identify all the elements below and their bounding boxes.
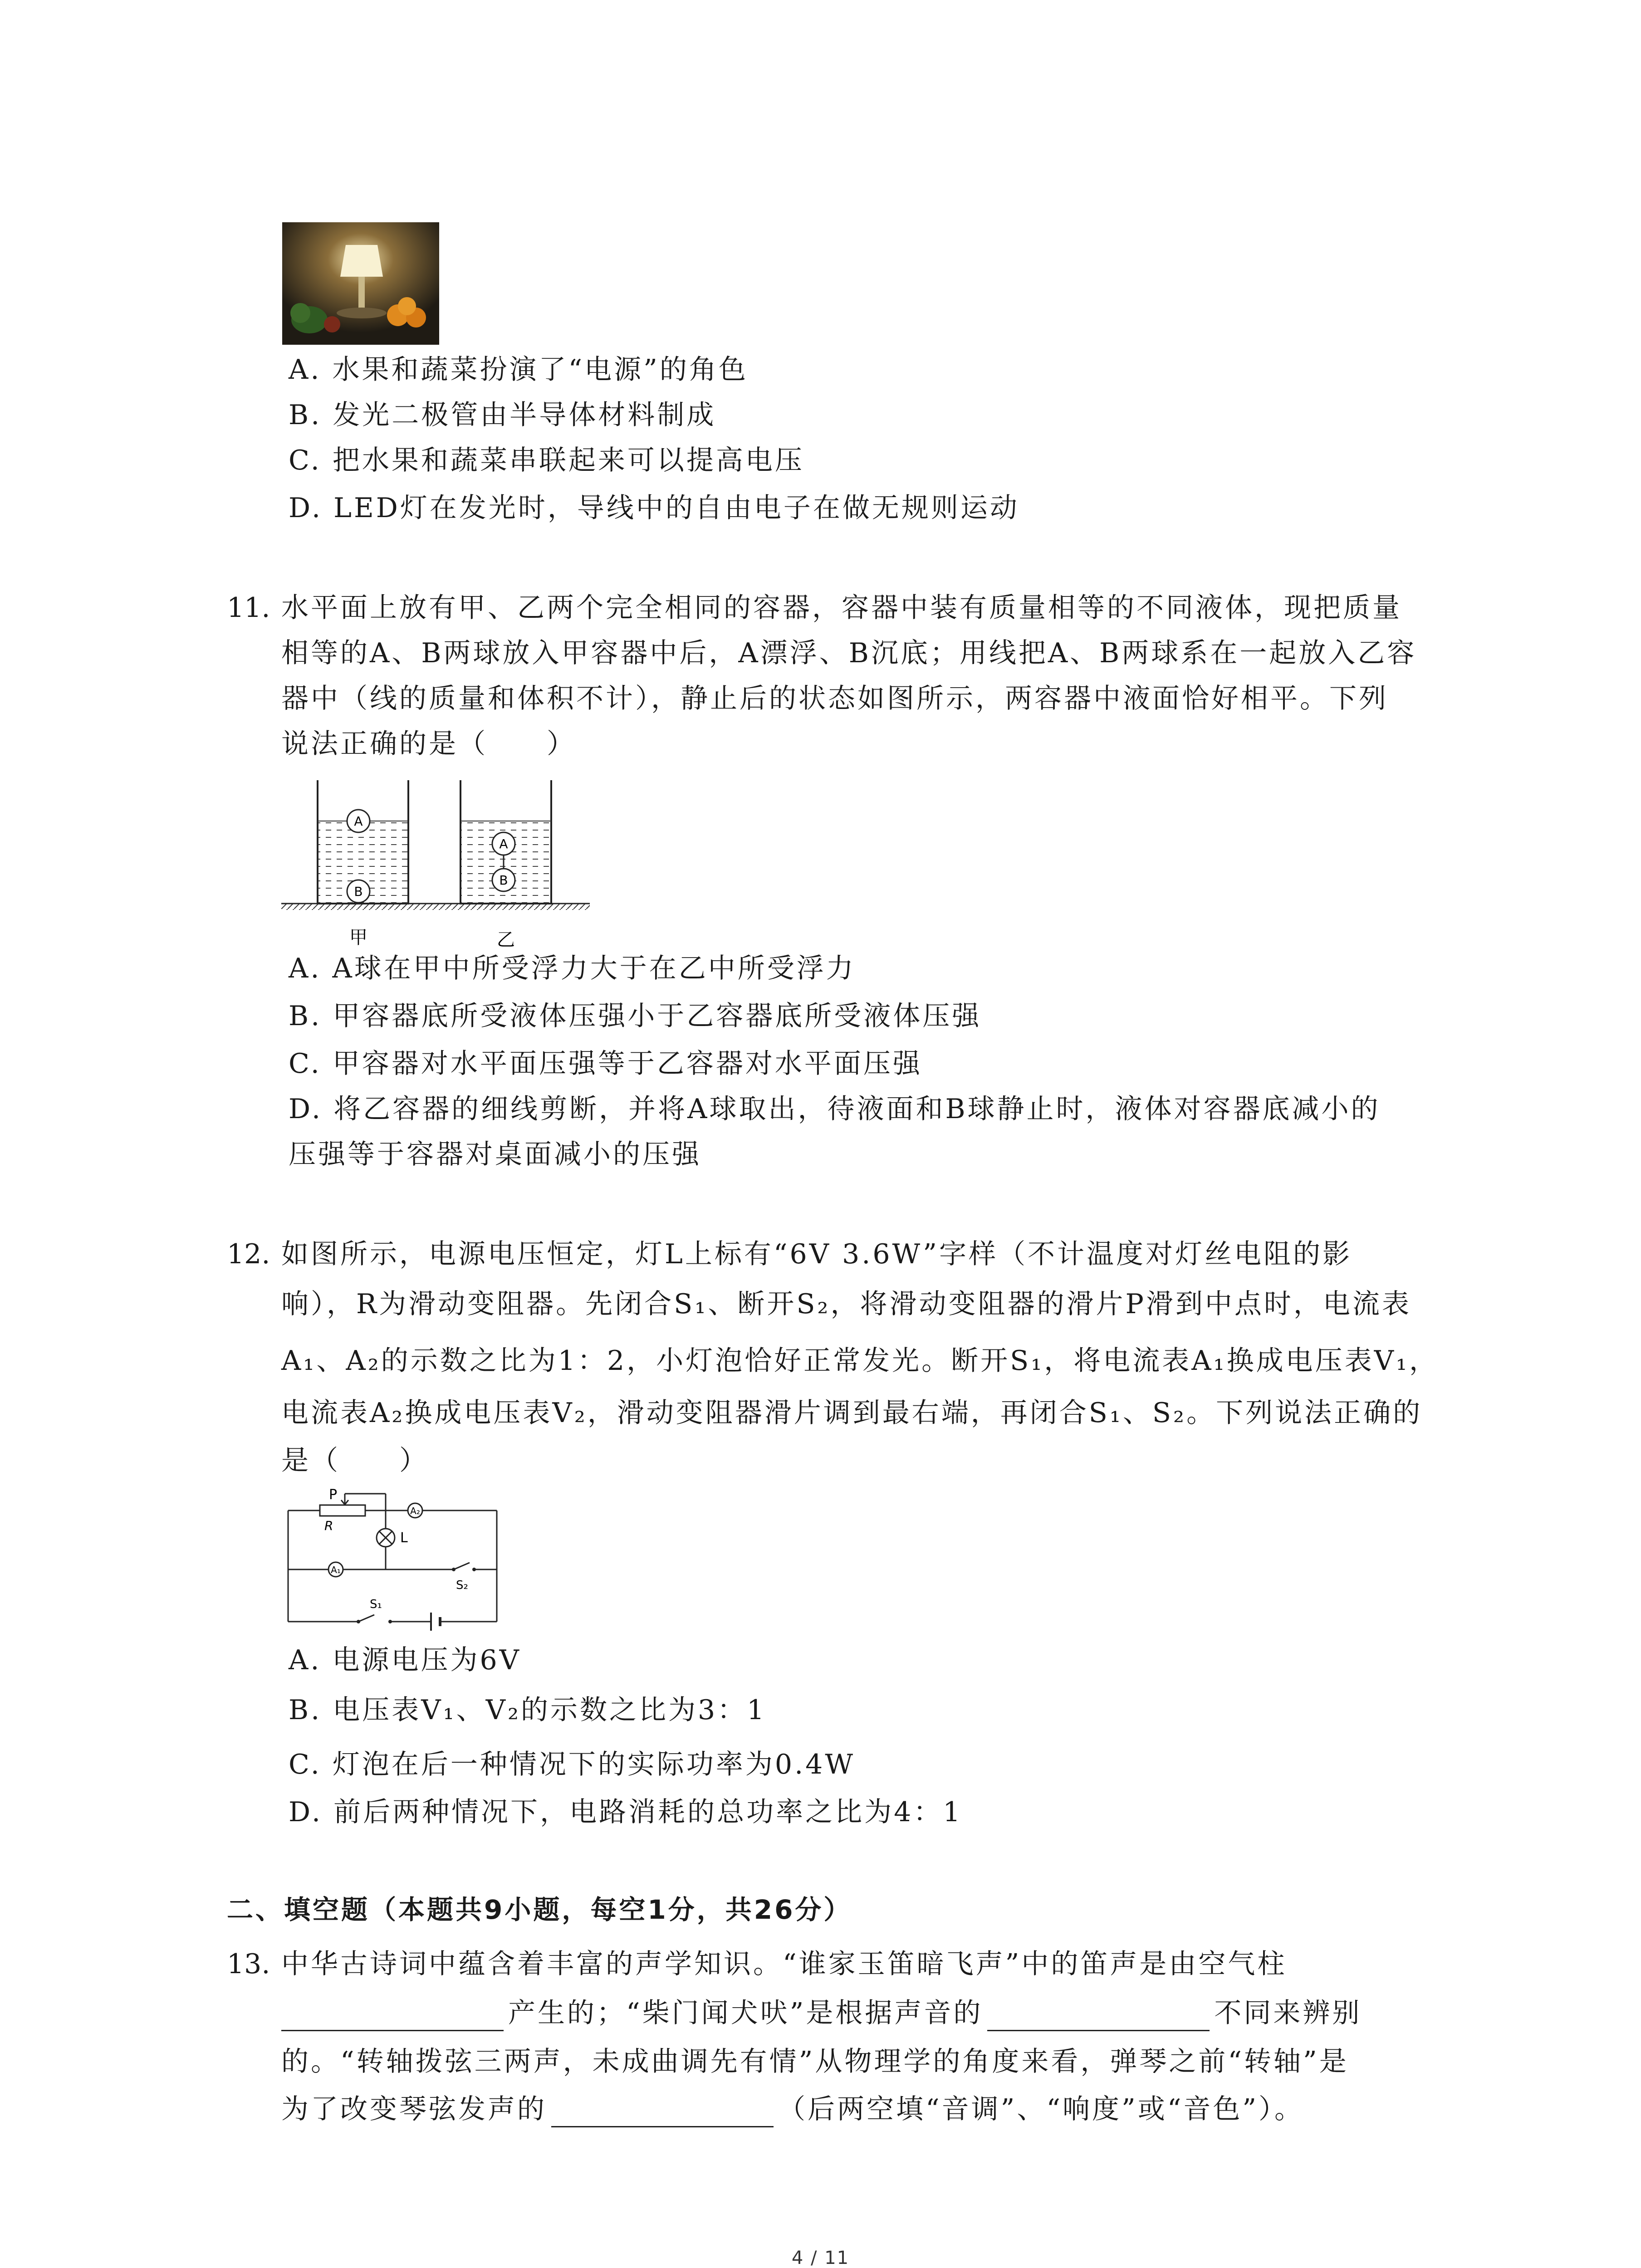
q13-blank-3[interactable] — [551, 2099, 774, 2127]
q11-option-b: B. 甲容器底所受液体压强小于乙容器底所受液体压强 — [289, 1000, 982, 1032]
lamp-l: L — [400, 1530, 408, 1546]
q11-option-c: C. 甲容器对水平面压强等于乙容器对水平面压强 — [289, 1048, 922, 1080]
label-jia: 甲 — [349, 927, 367, 948]
q11-option-d: D. 将乙容器的细线剪断，并将A球取出，待液面和B球静止时，液体对容器底减小的 — [289, 1093, 1381, 1125]
q12-number: 12. — [227, 1238, 270, 1270]
q10-option-a: A. 水果和蔬菜扮演了“电源”的角色 — [289, 354, 748, 386]
q13-line-1: 中华古诗词中蕴含着丰富的声学知识。“谁家玉笛暗飞声”中的笛声是由空气柱 — [281, 1948, 1287, 1980]
ball-b-left: B — [354, 884, 363, 899]
q13-line-4-b: （后两空填“音调”、“响度”或“音色”）。 — [778, 2093, 1304, 2125]
q11-line-1: 水平面上放有甲、乙两个完全相同的容器，容器中装有质量相等的不同液体，现把质量 — [281, 592, 1402, 624]
q13-line-2-a: 产生的；“柴门闻犬吠”是根据声音的 — [508, 1997, 983, 2029]
q13-blank-2[interactable] — [987, 2003, 1210, 2031]
q13-line-2 — [281, 1995, 1362, 2031]
switch-s2: S₂ — [456, 1579, 468, 1592]
q10-option-b: B. 发光二极管由半导体材料制成 — [289, 399, 716, 431]
q11-line-2: 相等的A、B两球放入甲容器中后，A漂浮、B沉底；用线把A、B两球系在一起放入乙容 — [281, 637, 1417, 669]
q11-number: 11. — [227, 592, 270, 624]
containers-figure — [281, 776, 599, 953]
label-yi: 乙 — [497, 929, 515, 950]
q13-line-4-a: 为了改变琴弦发声的 — [281, 2093, 547, 2125]
ammeter-a2: A₂ — [410, 1505, 420, 1516]
ball-a-right: A — [499, 836, 508, 851]
switch-s1: S₁ — [370, 1598, 382, 1611]
q12-option-b: B. 电压表V₁、V₂的示数之比为3：1 — [289, 1694, 767, 1726]
q12-option-a: A. 电源电压为6V — [289, 1644, 521, 1676]
ammeter-a1: A₁ — [331, 1564, 341, 1575]
q13-line-3: 的。“转轴拨弦三两声，未成曲调先有情”从物理学的角度来看，弹琴之前“转轴”是 — [281, 2046, 1349, 2077]
page-number: 4 / 11 — [791, 2248, 850, 2268]
resistor-r: R — [324, 1518, 333, 1533]
q10-option-c: C. 把水果和蔬菜串联起来可以提高电压 — [289, 445, 804, 476]
q12-line-3: A₁、A₂的示数之比为1：2，小灯泡恰好正常发光。断开S₁，将电流表A₁换成电压表V₁， — [281, 1345, 1439, 1377]
q11-option-a: A. A球在甲中所受浮力大于在乙中所受浮力 — [289, 953, 856, 984]
q13-line-2-b: 不同来辨别 — [1214, 1997, 1362, 2029]
q11-line-3: 器中（线的质量和体积不计），静止后的状态如图所示，两容器中液面恰好相平。下列 — [281, 683, 1388, 714]
q11-option-d-cont: 压强等于容器对桌面减小的压强 — [289, 1139, 701, 1170]
q10-option-d: D. LED灯在发光时，导线中的自由电子在做无规则运动 — [289, 492, 1019, 524]
q13-line-4 — [281, 2091, 1304, 2127]
slider-p: P — [329, 1487, 338, 1503]
q12-line-4: 电流表A₂换成电压表V₂，滑动变阻器滑片调到最右端，再闭合S₁、S₂。下列说法正确的 — [281, 1397, 1423, 1429]
lamp-photo — [282, 222, 439, 345]
circuit-diagram — [281, 1486, 517, 1635]
ball-b-right: B — [499, 873, 508, 888]
ball-a-left: A — [354, 814, 363, 829]
q12-line-1: 如图所示，电源电压恒定，灯L上标有“6V 3.6W”字样（不计温度对灯丝电阻的影 — [281, 1238, 1352, 1270]
q12-line-5: 是（ ） — [281, 1445, 429, 1476]
q13-number: 13. — [227, 1948, 270, 1980]
q11-line-4: 说法正确的是（ ） — [281, 728, 576, 760]
q12-line-2: 响），R为滑动变阻器。先闭合S₁、断开S₂，将滑动变阻器的滑片P滑到中点时，电流表 — [281, 1288, 1411, 1320]
section-2-title: 二、填空题（本题共9小题，每空1分，共26分） — [227, 1894, 852, 1925]
q13-blank-1[interactable] — [281, 2003, 504, 2031]
q12-option-d: D. 前后两种情况下，电路消耗的总功率之比为4：1 — [289, 1796, 963, 1828]
q12-option-c: C. 灯泡在后一种情况下的实际功率为0.4W — [289, 1749, 856, 1780]
